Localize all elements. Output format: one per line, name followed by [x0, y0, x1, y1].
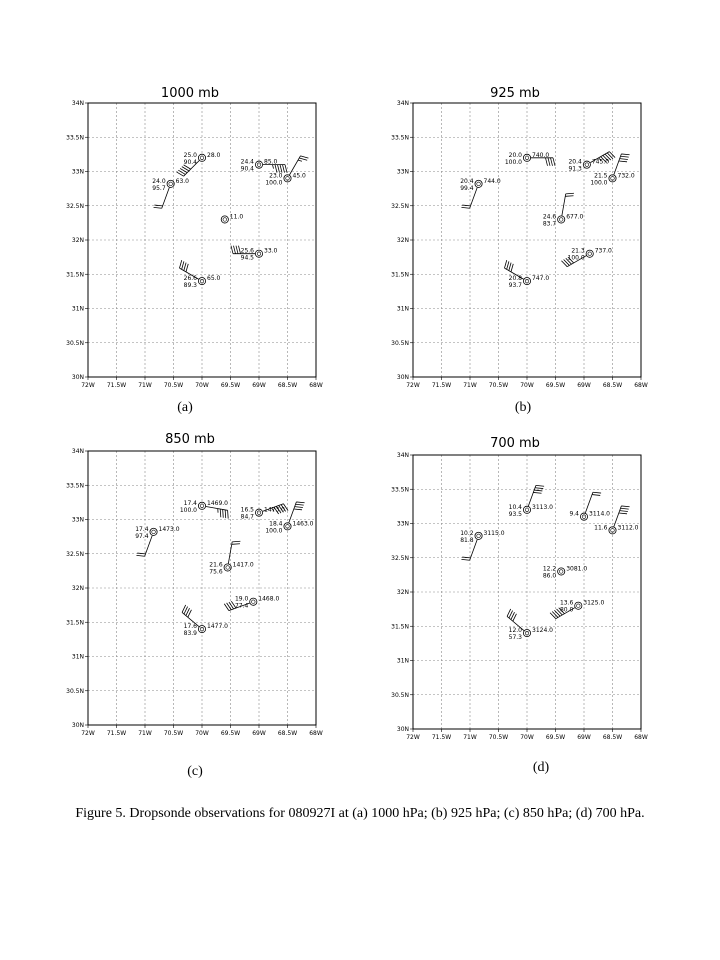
station-humidity: 81.8 [460, 536, 474, 544]
x-tick-label: 71.5W [106, 730, 127, 737]
station-height: 63.0 [175, 177, 190, 185]
y-tick-label: 33.5N [391, 486, 409, 494]
station-temperature: 13.6 [559, 599, 574, 607]
station-marker-outer [224, 564, 231, 571]
dropsonde-station [543, 565, 588, 579]
dropsonde-station [568, 152, 615, 173]
dropsonde-station [177, 152, 221, 176]
dropsonde-station [509, 485, 554, 517]
dropsonde-station [543, 193, 584, 227]
wind-barb-feather [509, 263, 511, 271]
dropsonde-station [241, 159, 287, 173]
y-tick-label: 32N [396, 237, 409, 244]
x-tick-label: 69W [577, 382, 591, 389]
station-height: 1469.0 [207, 499, 228, 507]
wind-barb-feather [565, 196, 573, 197]
station-height: 33.0 [264, 247, 278, 255]
wind-barb-feather [546, 158, 548, 166]
station-marker-outer [250, 598, 257, 605]
station-height: 3115.0 [483, 529, 505, 537]
wind-barb-feather [295, 507, 303, 508]
x-tick-label: 69.5W [220, 382, 241, 389]
station-height: 677.0 [566, 213, 584, 221]
wind-barb-feather [551, 158, 553, 166]
station-height: 747.0 [532, 275, 550, 283]
station-height: 1473.0 [264, 506, 285, 514]
station-marker-inner [559, 570, 563, 574]
station-marker-inner [226, 566, 230, 570]
dropsonde-station [241, 504, 288, 521]
station-marker-outer [558, 568, 565, 575]
x-tick-label: 68.5W [602, 734, 623, 741]
station-height: 737.0 [594, 247, 612, 255]
wind-barb-feather [154, 207, 162, 208]
station-humidity: 90.4 [183, 158, 197, 166]
wind-barb-feather [620, 159, 628, 160]
station-temperature: 20.0 [508, 151, 522, 159]
station-humidity: 100.0 [265, 179, 283, 187]
station-temperature: 21.6 [209, 561, 223, 569]
dropsonde-station [135, 526, 180, 556]
wind-barb-feather [561, 261, 567, 267]
station-temperature: 20.8 [508, 275, 522, 283]
station-height: 65.0 [207, 275, 221, 283]
wind-barb-feather [223, 509, 224, 517]
station-temperature: 12.2 [542, 565, 557, 573]
wind-barb-feather [504, 260, 506, 268]
wind-barb-feather [179, 260, 181, 268]
station-temperature: 21.5 [594, 172, 608, 180]
dropsonde-station [460, 530, 505, 560]
station-temperature: 23.0 [269, 172, 283, 180]
x-tick-label: 70W [195, 730, 209, 737]
station-temperature: 25.6 [240, 247, 254, 255]
y-tick-label: 33.5N [66, 482, 84, 490]
y-tick-label: 33N [396, 168, 409, 176]
x-tick-label: 70W [195, 382, 209, 389]
station-temperature: 10.4 [508, 503, 522, 511]
y-tick-label: 33N [71, 168, 84, 176]
station-height: 1477.0 [207, 623, 228, 631]
panel-c-letter: (c) [187, 764, 203, 779]
station-humidity: 90.4 [240, 165, 254, 173]
wind-barb-feather [461, 559, 469, 560]
station-temperature: 24.4 [240, 158, 254, 166]
panel-d-map [391, 452, 648, 741]
wind-barb-feather [234, 246, 236, 254]
station-humidity: 100.0 [504, 158, 522, 166]
y-tick-label: 31N [396, 657, 409, 665]
wind-barb-feather [296, 502, 304, 503]
wind-barb-feather [621, 508, 629, 509]
wind-barb-feather [552, 612, 558, 618]
wind-barb-staff [206, 506, 228, 510]
dropsonde-station [550, 600, 604, 619]
x-tick-label: 70W [520, 734, 534, 741]
station-humidity: 83.9 [183, 630, 197, 638]
wind-barb-feather [536, 485, 544, 486]
dropsonde-station [180, 500, 228, 519]
y-tick-label: 30.5N [66, 687, 84, 695]
x-tick-label: 68.5W [602, 382, 623, 389]
y-tick-label: 34N [396, 452, 409, 459]
y-tick-label: 33N [396, 520, 409, 528]
station-marker-inner [223, 218, 227, 222]
station-height: 11.0 [229, 213, 244, 221]
station-temperature: 17.4 [183, 499, 197, 507]
y-tick-label: 32N [71, 237, 84, 244]
station-humidity: 93.5 [508, 510, 522, 518]
x-tick-label: 71.5W [431, 734, 452, 741]
wind-barb-feather [533, 492, 541, 493]
x-tick-label: 68W [634, 382, 648, 389]
station-humidity: 100.0 [265, 527, 283, 535]
station-humidity: 57.3 [508, 634, 522, 642]
dropsonde-station [505, 152, 555, 166]
station-temperature: 24.6 [542, 213, 557, 221]
station-marker-outer [475, 180, 482, 187]
y-tick-label: 30N [71, 722, 84, 729]
station-marker-outer [586, 250, 593, 257]
y-tick-label: 31N [71, 305, 84, 313]
y-tick-label: 32N [71, 585, 84, 592]
station-temperature: 21.3 [571, 247, 585, 255]
wind-barb-feather [621, 154, 629, 155]
wind-barb-feather [535, 488, 543, 489]
x-tick-label: 71W [138, 382, 152, 389]
station-height: 1468.0 [258, 595, 280, 603]
x-tick-label: 70.5W [163, 730, 184, 737]
wind-barb-feather [462, 557, 470, 558]
wind-barb-feather [507, 261, 509, 269]
y-tick-label: 31.5N [391, 623, 409, 631]
wind-barb-feather [548, 158, 550, 166]
y-tick-label: 31.5N [391, 271, 409, 279]
station-marker-outer [221, 216, 228, 223]
panel-b-title: 925 mb [490, 86, 540, 101]
dropsonde-station [561, 248, 612, 267]
x-tick-label: 69W [577, 734, 591, 741]
wind-barb-feather [232, 544, 240, 545]
station-marker-outer [167, 180, 174, 187]
station-humidity: 91.3 [568, 165, 582, 173]
x-tick-label: 68W [634, 734, 648, 741]
y-tick-label: 34N [71, 448, 84, 455]
x-tick-label: 71.5W [106, 382, 127, 389]
wind-barb-feather [621, 506, 629, 507]
station-height: 3124.0 [532, 627, 553, 635]
panel-b-letter: (b) [514, 400, 532, 415]
station-height: 744.0 [483, 177, 501, 185]
station-height: 3114.0 [589, 510, 610, 518]
y-tick-label: 31N [71, 653, 84, 661]
y-tick-label: 30.5N [391, 691, 409, 699]
station-marker-outer [150, 528, 157, 535]
station-humidity: 75.6 [209, 568, 223, 576]
wind-barb-feather [228, 510, 229, 518]
station-humidity: 89.3 [183, 282, 197, 290]
station-humidity: 100.0 [567, 254, 585, 262]
station-humidity: 93.7 [508, 282, 522, 290]
station-height: 732.0 [617, 172, 635, 180]
wind-barb-feather [620, 511, 628, 512]
dropsonde-station [179, 260, 220, 289]
wind-barb-feather [225, 510, 226, 518]
y-tick-label: 33N [71, 516, 84, 524]
station-height: 3112.0 [617, 524, 639, 532]
y-tick-label: 34N [396, 100, 409, 107]
station-marker-inner [252, 600, 256, 604]
station-humidity: 95.7 [152, 184, 166, 192]
x-tick-label: 70.5W [488, 734, 509, 741]
x-tick-label: 72W [81, 730, 95, 737]
y-tick-label: 32.5N [66, 202, 84, 210]
dropsonde-station [221, 213, 243, 223]
x-tick-label: 72W [406, 382, 420, 389]
station-temperature: 9.4 [569, 510, 579, 518]
station-height: 3125.0 [583, 599, 605, 607]
dropsonde-station [569, 492, 610, 520]
wind-barb-feather [619, 513, 627, 514]
wind-barb-half-feather [298, 160, 302, 161]
station-humidity: 94.5 [240, 254, 254, 262]
x-tick-label: 68.5W [277, 382, 298, 389]
y-tick-label: 32.5N [66, 550, 84, 558]
station-marker-inner [577, 604, 581, 608]
panel-a-title: 1000 mb [160, 86, 220, 101]
wind-barb-feather [592, 495, 600, 496]
station-temperature: 10.2 [460, 529, 474, 537]
station-marker-inner [588, 252, 592, 256]
station-height: 45.0 [292, 172, 306, 180]
figure-caption: Figure 5. Dropsonde observations for 080927I at (a) 1000 hPa; (b) 925 hPa; (c) 850 hPa; (d) 700 hPa. [75, 806, 645, 821]
station-marker-inner [477, 534, 481, 538]
wind-barb-feather [299, 158, 307, 160]
station-marker-outer [558, 216, 565, 223]
wind-barb-feather [137, 553, 145, 554]
wind-barb-feather [186, 264, 188, 272]
wind-barb-feather [511, 264, 513, 272]
dropsonde-station [460, 178, 501, 208]
panel-d-letter: (d) [532, 760, 550, 775]
panel-c-map [66, 448, 323, 737]
x-tick-label: 70W [520, 382, 534, 389]
x-tick-label: 71.5W [431, 382, 452, 389]
station-humidity: 99.4 [460, 184, 474, 192]
x-tick-label: 72W [81, 382, 95, 389]
station-height: 3113.0 [532, 503, 553, 511]
station-humidity: 77.4 [234, 602, 249, 610]
station-temperature: 17.4 [135, 525, 149, 533]
station-temperature: 24.0 [152, 177, 166, 185]
panel-a-map [66, 100, 323, 389]
x-tick-label: 70.5W [488, 382, 509, 389]
wind-barb-feather [283, 165, 285, 173]
dropsonde-station [224, 596, 279, 611]
panel-b-map [391, 100, 648, 389]
y-tick-label: 32.5N [391, 554, 409, 562]
dropsonde-station [182, 605, 228, 637]
x-tick-label: 71W [463, 734, 477, 741]
y-tick-label: 31N [396, 305, 409, 313]
x-tick-label: 68W [309, 730, 323, 737]
wind-barb-feather [296, 504, 304, 505]
y-tick-label: 33.5N [66, 134, 84, 142]
station-temperature: 20.4 [568, 158, 582, 166]
wind-barb-feather [462, 205, 470, 206]
wind-barb-feather [621, 156, 629, 157]
station-temperature: 18.4 [269, 520, 283, 528]
x-tick-label: 69W [252, 382, 266, 389]
station-temperature: 20.4 [460, 177, 474, 185]
station-humidity: 100.0 [590, 179, 608, 187]
y-tick-label: 30N [71, 374, 84, 381]
station-temperature: 26.6 [183, 275, 197, 283]
wind-barb-feather [236, 246, 238, 254]
x-tick-label: 70.5W [163, 382, 184, 389]
station-marker-inner [152, 530, 156, 534]
wind-barb-feather [461, 207, 469, 208]
station-marker-inner [169, 182, 173, 186]
station-humidity: 86.0 [542, 572, 557, 580]
y-tick-label: 31.5N [66, 271, 84, 279]
station-temperature: 12.0 [508, 627, 522, 635]
wind-barb-feather [534, 490, 542, 491]
station-humidity: 83.7 [542, 220, 557, 228]
wind-barb-feather [301, 156, 309, 158]
station-marker-inner [559, 218, 563, 222]
station-marker-inner [585, 163, 589, 167]
y-tick-label: 32.5N [391, 202, 409, 210]
x-tick-label: 68W [309, 382, 323, 389]
wind-barb-feather [184, 263, 186, 271]
station-height: 740.0 [532, 151, 550, 159]
station-marker-outer [575, 602, 582, 609]
x-tick-label: 72W [406, 734, 420, 741]
station-humidity: 84.7 [240, 513, 254, 521]
station-temperature: 19.0 [234, 595, 249, 603]
y-tick-label: 30.5N [66, 339, 84, 347]
station-height: 745.0 [591, 158, 610, 166]
wind-barb-feather [550, 613, 556, 619]
wind-barb-feather [553, 158, 555, 166]
station-temperature: 17.6 [183, 623, 197, 631]
wind-barb-feather [154, 205, 162, 206]
station-marker-outer [583, 161, 590, 168]
wind-barb-feather [566, 193, 574, 194]
station-marker-outer [475, 532, 482, 539]
station-height: 3081.0 [566, 565, 588, 573]
station-height: 1417.0 [232, 561, 254, 569]
station-temperature: 25.0 [183, 151, 197, 159]
y-tick-label: 30N [396, 374, 409, 381]
x-tick-label: 68.5W [277, 730, 298, 737]
wind-barb-feather [232, 541, 240, 542]
x-tick-label: 69W [252, 730, 266, 737]
panel-a-letter: (a) [177, 400, 193, 415]
station-humidity: 100.0 [179, 506, 197, 514]
station-height: 1473.0 [158, 525, 180, 533]
y-tick-label: 32N [396, 589, 409, 596]
station-height: 85.0 [264, 158, 278, 166]
x-tick-label: 71W [138, 730, 152, 737]
wind-barb-staff [562, 194, 566, 216]
wind-barb-feather [294, 509, 302, 510]
station-humidity: 80.0 [559, 606, 574, 614]
x-tick-label: 69.5W [545, 382, 566, 389]
y-tick-label: 31.5N [66, 619, 84, 627]
wind-barb-feather [593, 492, 601, 493]
panel-d-title: 700 mb [490, 436, 540, 451]
wind-barb-feather [619, 161, 627, 162]
station-height: 28.0 [207, 151, 221, 159]
wind-barb-feather [182, 261, 184, 269]
station-humidity: 97.4 [135, 532, 149, 540]
station-marker-inner [477, 182, 481, 186]
y-tick-label: 34N [71, 100, 84, 107]
y-tick-label: 30N [396, 726, 409, 733]
wind-barb-feather [220, 509, 221, 517]
x-tick-label: 69.5W [545, 734, 566, 741]
wind-barb-feather [136, 555, 144, 556]
x-tick-label: 69.5W [220, 730, 241, 737]
dropsonde-station [231, 246, 278, 262]
panel-c-title: 850 mb [165, 432, 215, 447]
dropsonde-station [507, 609, 553, 641]
station-temperature: 16.5 [240, 506, 254, 514]
dropsonde-station [209, 541, 254, 575]
dropsonde-station [152, 178, 189, 208]
y-tick-label: 33.5N [391, 134, 409, 142]
wind-barb-feather [231, 246, 233, 254]
station-temperature: 11.6 [594, 524, 608, 532]
x-tick-label: 71W [463, 382, 477, 389]
y-tick-label: 30.5N [391, 339, 409, 347]
station-height: 1463.0 [292, 520, 314, 528]
